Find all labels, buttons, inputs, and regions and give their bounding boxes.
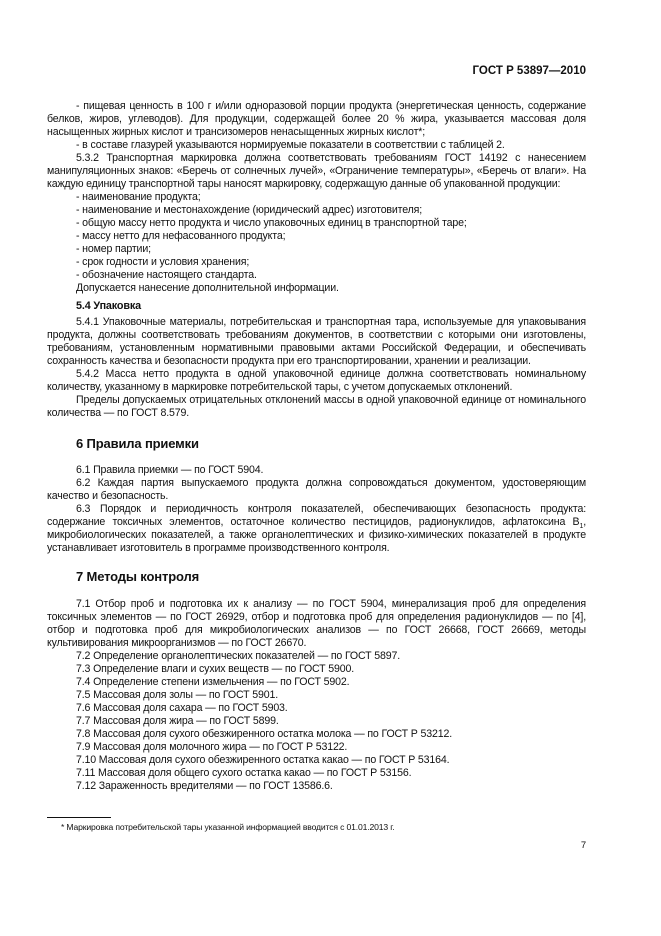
list-item: 7.6 Массовая доля сахара — по ГОСТ 5903. — [76, 702, 288, 714]
subscript: 1 — [579, 523, 584, 531]
paragraph: 7.1 Отбор проб и подготовка их к анализу — по ГОСТ 5904, минерализация проб для определения токсичных элементов — по ГОСТ 26929, отбор и подготовка проб для определения радионуклидов — по [4], отбор и подготовка проб для микробиологических анализов — по ГОСТ 26668, ГОСТ 26669, методы культивирования микроорганизмов — по ГОСТ 26670. — [47, 598, 586, 649]
paragraph: - в составе глазурей указываются нормируемые показатели в соответствии с таблицей 2. — [76, 139, 505, 151]
page-number: 7 — [580, 840, 586, 851]
paragraph: Пределы допускаемых отрицательных отклонений массы в одной упаковочной единице от номинального количества — по ГОСТ 8.579. — [47, 394, 586, 419]
paragraph — [47, 503, 586, 555]
paragraph: 5.3.2 Транспортная маркировка должна соответствовать требованиям ГОСТ 14192 с нанесением манипуляционных знаков: «Беречь от солнечных лучей», «Ограничение температуры», «Беречь от влаги». На каждую единицу транспортной тары наносят маркировку, содержащую данные об упакованной продукции: — [47, 152, 586, 190]
list-item: 7.8 Массовая доля сухого обезжиренного остатка молока — по ГОСТ Р 53212. — [76, 728, 453, 740]
list-item: 7.9 Массовая доля молочного жира — по ГОСТ Р 53122. — [76, 741, 348, 753]
list-item: 7.3 Определение влаги и сухих веществ — по ГОСТ 5900. — [76, 663, 355, 675]
list-item: 7.10 Массовая доля сухого обезжиренного остатка какао — по ГОСТ Р 53164. — [76, 754, 450, 766]
document-header: ГОСТ Р 53897—2010 — [472, 65, 586, 77]
text: , микробиологических показателей, а также органолептических и физико-химических показателей в продукте устанавливает изготовитель в программе производственного контроля. — [47, 516, 586, 554]
section-heading: 7 Методы контроля — [76, 569, 200, 584]
paragraph: 6.2 Каждая партия выпускаемого продукта должна сопровождаться документом, удостоверяющим качество и безопасность. — [47, 477, 586, 502]
section-5-3-continued — [47, 100, 586, 295]
list-item: 7.11 Массовая доля общего сухого остатка какао — по ГОСТ Р 53156. — [76, 767, 412, 779]
paragraph: - пищевая ценность в 100 г и/или одноразовой порции продукта (энергетическая ценность, содержание белков, жиров, углеводов). Для продукции, содержащей более 20 % жира, указывается массовая доля насыщенных жирных кислот и трансизомеров ненасыщенных жирных кислот*; — [47, 100, 586, 138]
footnote-divider — [47, 817, 111, 818]
footnote: * Маркировка потребительской тары указанной информацией вводится с 01.01.2013 г. — [61, 822, 395, 832]
text: 6.3 Порядок и периодичность контроля показателей, обеспечивающих безопасность продукта: содержание токсичных элементов, остаточное количество пестицидов, радионуклидов, афлатоксина B — [47, 503, 586, 528]
list-item: - наименование продукта; — [76, 191, 201, 203]
list-item: - обозначение настоящего стандарта. — [76, 269, 257, 281]
list-item: 7.12 Зараженность вредителями — по ГОСТ 13586.6. — [76, 780, 333, 792]
section-5-4 — [47, 300, 586, 420]
section-heading: 5.4 Упаковка — [76, 300, 141, 312]
list-item: 7.5 Массовая доля золы — по ГОСТ 5901. — [76, 689, 279, 701]
paragraph: 6.1 Правила приемки — по ГОСТ 5904. — [76, 464, 264, 476]
list-item: - номер партии; — [76, 243, 151, 255]
list-item: 7.2 Определение органолептических показателей — по ГОСТ 5897. — [76, 650, 401, 662]
list-item: - общую массу нетто продукта и число упаковочных единиц в транспортной таре; — [76, 217, 467, 229]
list-item: - срок годности и условия хранения; — [76, 256, 250, 268]
section-heading: 6 Правила приемки — [76, 436, 199, 451]
list-item: 7.4 Определение степени измельчения — по ГОСТ 5902. — [76, 676, 350, 688]
page-body — [47, 0, 586, 892]
section-6 — [47, 436, 586, 555]
paragraph: Допускается нанесение дополнительной информации. — [76, 282, 339, 294]
section-7 — [47, 569, 586, 793]
list-item: - массу нетто для нефасованного продукта; — [76, 230, 286, 242]
paragraph: 5.4.1 Упаковочные материалы, потребительская и транспортная тара, используемые для упаковывания продукта, должны соответствовать требованиям документов, в соответствии с которыми они изготовлены, требованиям, установленным нормативными правовыми актами Российской Федерации, и обеспечивать сохранность качества и безопасности продукта при его транспортировании, хранении и реализации. — [47, 316, 586, 367]
list-item: 7.7 Массовая доля жира — по ГОСТ 5899. — [76, 715, 279, 727]
paragraph: 5.4.2 Масса нетто продукта в одной упаковочной единице должна соответствовать номинальному количеству, указанному в маркировке потребительской тары, с учетом допускаемых отклонений. — [47, 368, 586, 393]
list-item: - наименование и местонахождение (юридический адрес) изготовителя; — [76, 204, 423, 216]
